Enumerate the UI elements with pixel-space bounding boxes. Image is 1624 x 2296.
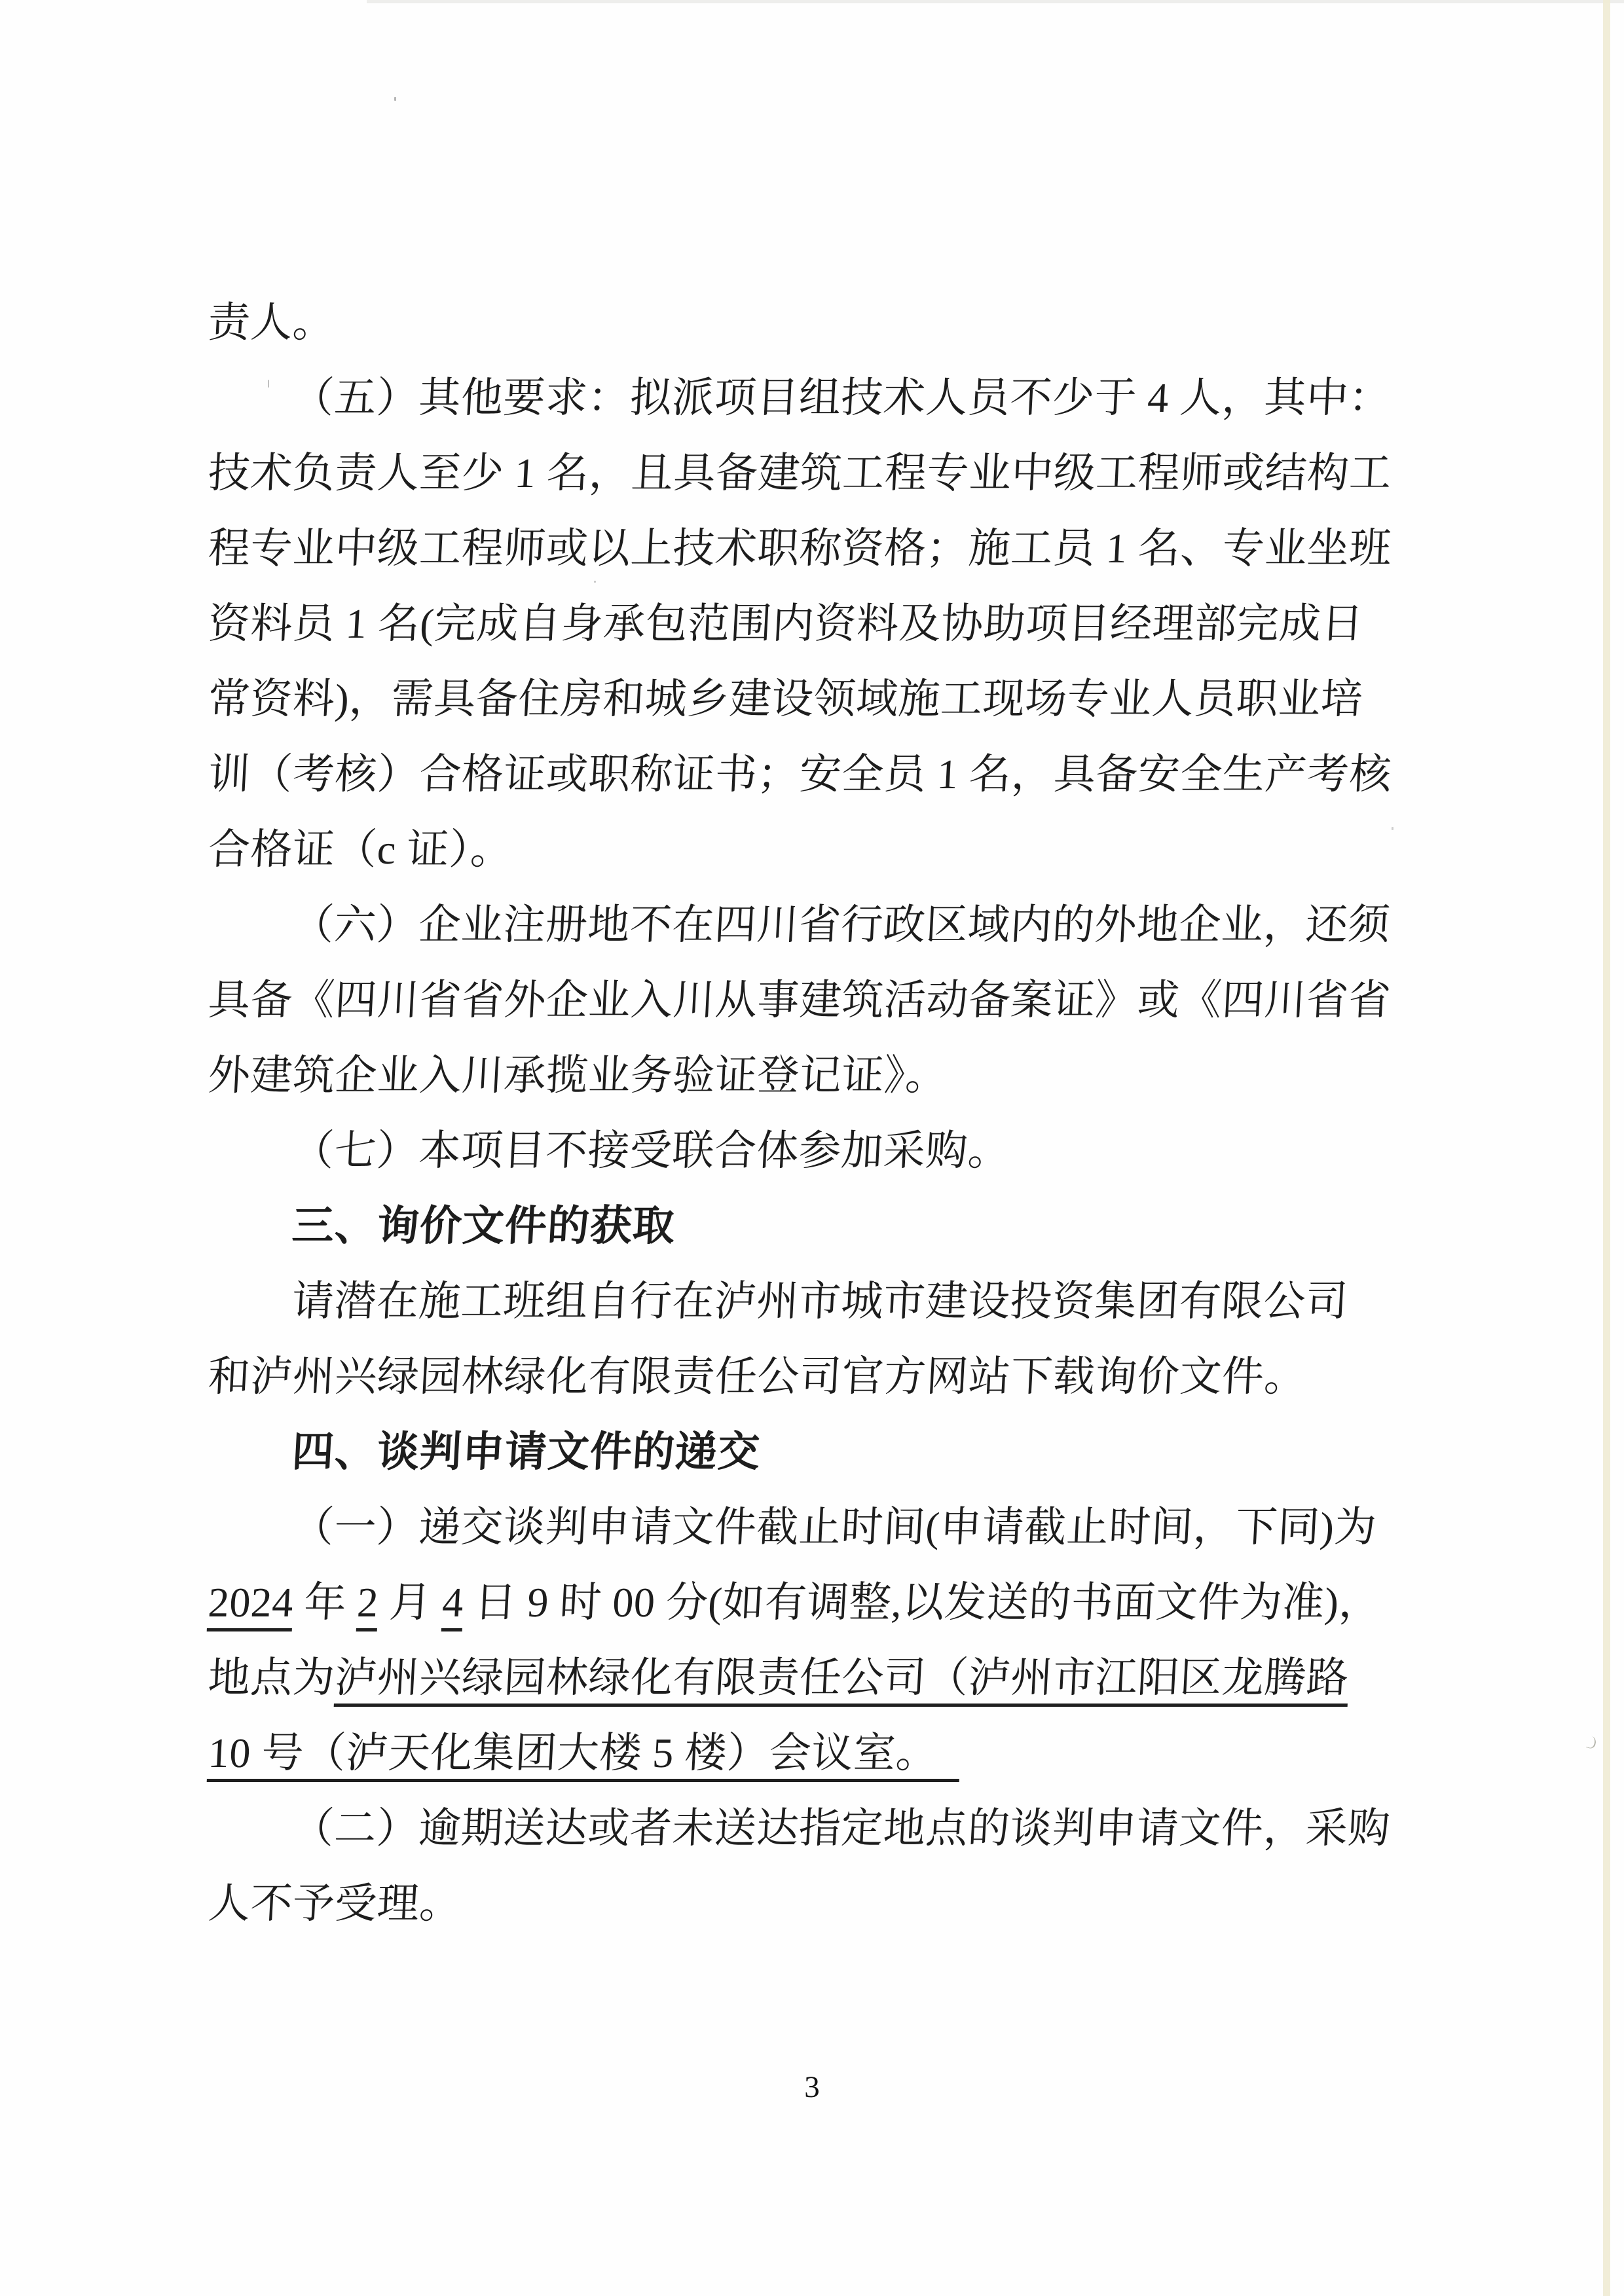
text-segment: 年 xyxy=(292,1579,359,1626)
underlined-text: 2 xyxy=(356,1579,380,1631)
text-line: 具备《四川省省外企业入川从事建筑活动备案证》或《四川省省 xyxy=(207,977,1392,1023)
text-line: 请潜在施工班组自行在泸州市城市建设投资集团有限公司 xyxy=(291,1278,1350,1324)
scan-edge-artifact xyxy=(367,0,1624,3)
underlined-text: 10 号（泸天化集团大楼 5 楼）会议室。 xyxy=(207,1730,962,1782)
underlined-text: 2024 xyxy=(207,1579,295,1631)
text-line: 程专业中级工程师或以上技术职称资格；施工员 1 名、专业坐班 xyxy=(207,525,1393,572)
text-line: 训（考核）合格证或职称证书；安全员 1 名，具备安全生产考核 xyxy=(207,751,1393,797)
text-line-deadline xyxy=(206,1565,1427,1640)
section-heading: 四、谈判申请文件的递交 xyxy=(291,1428,762,1475)
underlined-text: 4 xyxy=(441,1579,465,1631)
scan-stripe-artifact xyxy=(1603,0,1610,2296)
text-line: 常资料)，需具备住房和城乡建设领域施工现场专业人员职业培 xyxy=(207,676,1365,722)
scan-speck xyxy=(394,97,396,101)
text-line: 技术负责人至少 1 名，且具备建筑工程专业中级工程师或结构工 xyxy=(207,450,1393,496)
underlined-text: 泸州兴绿园林绿化有限责任公司（泸州市江阳区龙腾路 xyxy=(333,1654,1350,1707)
text-line: 和泸州兴绿园林绿化有限责任公司官方网站下载询价文件。 xyxy=(207,1353,1308,1400)
text-line: 外建筑企业入川承揽业务验证登记证》。 xyxy=(207,1052,949,1099)
text-line: 资料员 1 名(完成自身承包范围内资料及协助项目经理部完成日 xyxy=(207,600,1365,647)
text-line: （五）其他要求：拟派项目组技术人员不少于 4 人，其中： xyxy=(291,374,1392,421)
page-number: 3 xyxy=(804,2070,820,2104)
document-body xyxy=(208,285,1425,1941)
text-line: 责人。 xyxy=(207,299,337,346)
text-line-address xyxy=(206,1640,1427,1715)
text-line: 人不予受理。 xyxy=(207,1880,463,1927)
section-heading: 三、询价文件的获取 xyxy=(291,1202,676,1249)
scan-pen-mark xyxy=(1586,1736,1597,1750)
text-line: （二）逾期送达或者未送达指定地点的谈判申请文件，采购 xyxy=(291,1805,1392,1851)
text-line: （七）本项目不接受联合体参加采购。 xyxy=(291,1127,1012,1174)
text-line: （六）企业注册地不在四川省行政区域内的外地企业，还须 xyxy=(291,902,1392,948)
text-line: （一）递交谈判申请文件截止时间(申请截止时间，下同)为 xyxy=(291,1504,1378,1550)
text-segment: 月 xyxy=(377,1579,444,1626)
text-segment: 地点为 xyxy=(207,1654,337,1701)
text-line: 合格证（c 证）。 xyxy=(207,826,514,873)
text-segment: 日 9 时 00 分(如有调整,以发送的书面文件为准)， xyxy=(462,1579,1382,1626)
text-line-address xyxy=(206,1715,1427,1791)
